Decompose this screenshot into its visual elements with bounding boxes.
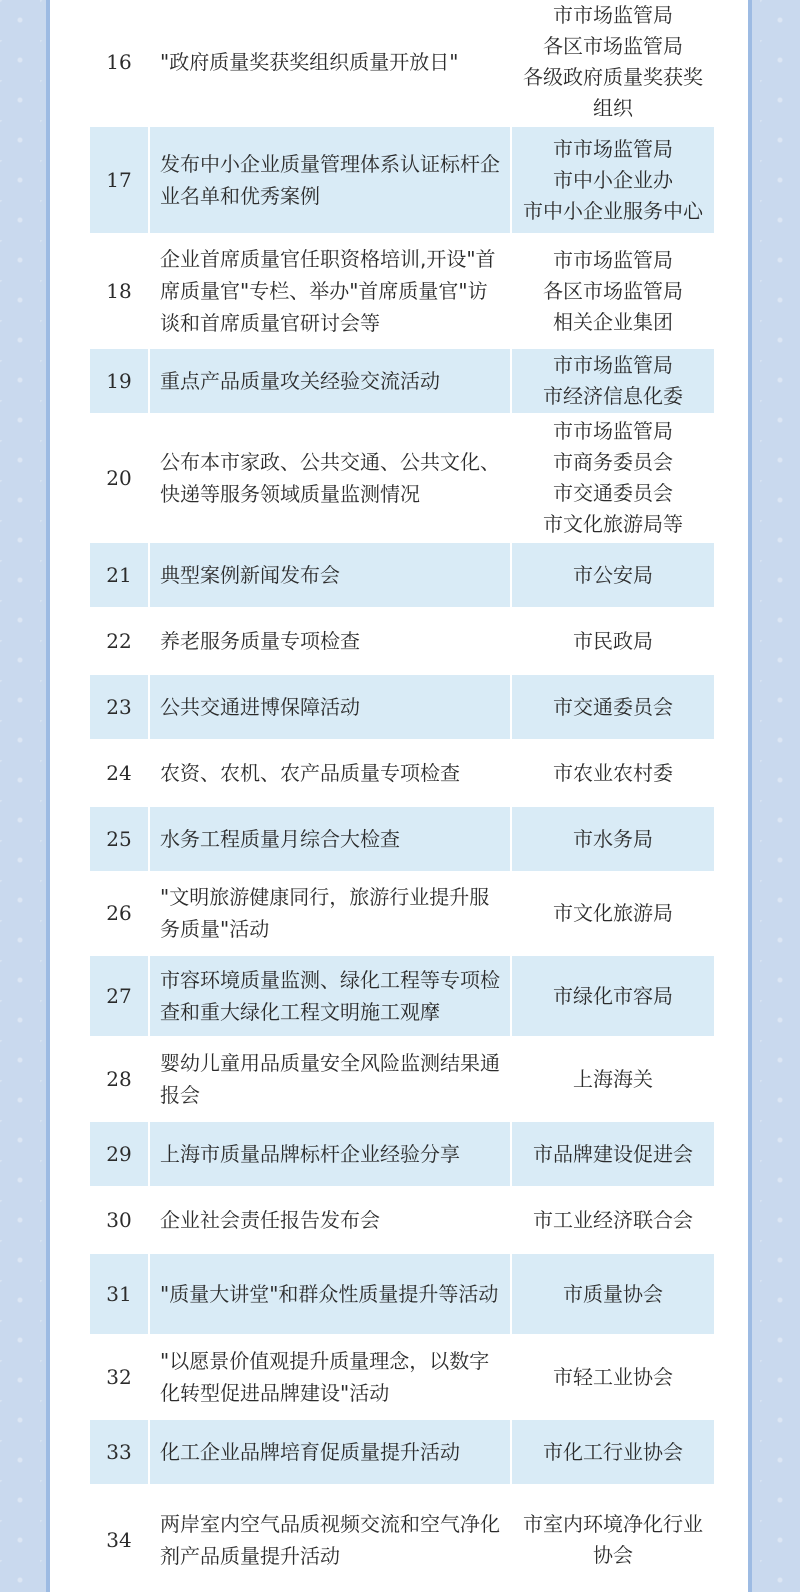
organizer-cell xyxy=(512,1337,714,1417)
activity-cell xyxy=(150,1487,510,1592)
organizer-line: 市水务局 xyxy=(573,826,653,851)
table-row xyxy=(90,807,766,871)
row-number: 21 xyxy=(90,543,148,607)
activity-cell xyxy=(150,1122,510,1186)
activity-text: 公布本市家政、公共交通、公共文化、快递等服务领域质量监测情况 xyxy=(160,450,500,506)
organizer-line: 市工业经济联合会 xyxy=(533,1207,693,1232)
organizer-cell xyxy=(512,0,714,124)
document-panel xyxy=(46,0,752,1592)
table-row xyxy=(90,609,766,673)
table-row xyxy=(90,236,766,346)
activity-text: 婴幼儿童用品质量安全风险监测结果通报会 xyxy=(160,1051,500,1107)
organizer-cell xyxy=(512,1487,714,1592)
activity-text: 企业社会责任报告发布会 xyxy=(160,1208,380,1232)
organizer-line: 市质量协会 xyxy=(563,1281,663,1306)
organizer-line: 市交通委员会 xyxy=(553,481,673,505)
activity-text: 市容环境质量监测、绿化工程等专项检查和重大绿化工程文明施工观摩 xyxy=(160,968,500,1024)
table-row xyxy=(90,0,766,124)
organizer-cell xyxy=(512,1188,714,1252)
organizer-cell xyxy=(512,873,714,953)
organizer-line: 市公安局 xyxy=(573,562,653,587)
organizer-line: 市市场监管局 xyxy=(553,136,673,161)
organizer-line: 市室内环境净化行业 xyxy=(523,1511,703,1536)
activity-text: 企业首席质量官任职资格培训,开设"首席质量官"专栏、举办"首席质量官"访谈和首席质量官研讨会等 xyxy=(160,247,496,335)
activity-text: 上海市质量品牌标杆企业经验分享 xyxy=(160,1142,460,1166)
row-number: 28 xyxy=(106,1067,132,1091)
organizer-cell xyxy=(512,609,714,673)
table-row xyxy=(90,741,766,805)
row-number: 16 xyxy=(106,50,132,74)
organizer-line: 市经济信息化委 xyxy=(543,384,683,408)
organizer-line: 各区市场监管局 xyxy=(543,34,683,58)
organizer-line: 市交通委员会 xyxy=(553,694,673,719)
organizer-cell xyxy=(512,349,714,413)
organizer-line: 上海海关 xyxy=(573,1066,653,1091)
activity-cell xyxy=(150,675,510,739)
activity-cell xyxy=(150,416,510,540)
table-row xyxy=(90,1337,766,1417)
activity-text: 公共交通进博保障活动 xyxy=(160,695,360,719)
organizer-cell xyxy=(512,1122,714,1186)
organizer-line: 市市场监管局 xyxy=(553,247,673,272)
activity-cell xyxy=(150,807,510,871)
row-number: 27 xyxy=(90,956,148,1036)
organizer-cell xyxy=(512,416,714,540)
organizer-line: 市中小企业服务中心 xyxy=(523,198,703,223)
organizer-line: 协会 xyxy=(593,1542,633,1567)
activity-cell xyxy=(150,1420,510,1484)
organizer-line: 市农业农村委 xyxy=(553,760,673,785)
organizer-line: 市市场监管局 xyxy=(553,419,673,443)
organizer-cell xyxy=(512,543,714,607)
organizer-line: 市化工行业协会 xyxy=(543,1439,683,1464)
table-row xyxy=(90,956,766,1036)
organizer-line: 市文化旅游局 xyxy=(553,900,673,925)
activity-text: 两岸室内空气品质视频交流和空气净化剂产品质量提升活动 xyxy=(160,1511,500,1568)
row-number: 26 xyxy=(106,901,132,925)
activity-text: 典型案例新闻发布会 xyxy=(160,563,340,587)
activity-text: "质量大讲堂"和群众性质量提升等活动 xyxy=(160,1282,499,1306)
activity-cell xyxy=(150,1039,510,1119)
row-number: 20 xyxy=(106,466,132,490)
row-number: 17 xyxy=(90,127,148,233)
activity-cell xyxy=(150,0,510,124)
activity-cell xyxy=(150,873,510,953)
organizer-cell xyxy=(512,1254,714,1334)
organizer-line: 市市场监管局 xyxy=(553,3,673,27)
organizer-cell xyxy=(512,741,714,805)
table-row xyxy=(90,1039,766,1119)
organizer-line: 市绿化市容局 xyxy=(553,983,673,1008)
organizer-cell xyxy=(512,807,714,871)
row-number: 18 xyxy=(106,279,132,303)
organizer-line: 组织 xyxy=(593,96,633,120)
table-row xyxy=(90,416,766,540)
table-row xyxy=(90,349,766,413)
organizer-line: 市轻工业协会 xyxy=(553,1364,673,1389)
organizer-line: 市民政局 xyxy=(573,628,653,653)
table-row xyxy=(90,1420,766,1484)
table-row xyxy=(90,1487,766,1592)
table-row xyxy=(90,1122,766,1186)
row-number: 30 xyxy=(106,1208,132,1232)
activity-text: 农资、农机、农产品质量专项检查 xyxy=(160,761,460,785)
activity-cell xyxy=(150,1188,510,1252)
activity-cell xyxy=(150,609,510,673)
organizer-cell xyxy=(512,1420,714,1484)
organizer-cell xyxy=(512,127,714,233)
activity-cell xyxy=(150,1254,510,1334)
organizer-line: 各区市场监管局 xyxy=(543,278,683,303)
organizer-cell xyxy=(512,1039,714,1119)
organizer-cell xyxy=(512,956,714,1036)
activity-text: 化工企业品牌培育促质量提升活动 xyxy=(160,1440,460,1464)
activity-cell xyxy=(150,236,510,346)
activity-cell xyxy=(150,741,510,805)
row-number: 23 xyxy=(90,675,148,739)
activity-text: 发布中小企业质量管理体系认证标杆企业名单和优秀案例 xyxy=(160,152,500,208)
organizer-line: 市市场监管局 xyxy=(553,353,673,377)
row-number: 22 xyxy=(106,629,132,653)
activity-text: 水务工程质量月综合大检查 xyxy=(160,827,400,851)
activity-cell xyxy=(150,1337,510,1417)
activity-cell xyxy=(150,543,510,607)
organizer-line: 市商务委员会 xyxy=(553,450,673,474)
organizer-line: 市中小企业办 xyxy=(553,167,673,192)
row-number: 24 xyxy=(106,761,132,785)
activity-cell xyxy=(150,127,510,233)
row-number: 29 xyxy=(90,1122,148,1186)
table-row xyxy=(90,873,766,953)
activity-text: "政府质量奖获奖组织质量开放日" xyxy=(160,50,459,74)
table-row xyxy=(90,543,766,607)
activity-text: "文明旅游健康同行，旅游行业提升服务质量"活动 xyxy=(160,885,490,941)
organizer-line: 各级政府质量奖获奖 xyxy=(523,65,703,89)
row-number: 33 xyxy=(90,1420,148,1484)
table-row xyxy=(90,1254,766,1334)
table-row xyxy=(90,675,766,739)
table-row xyxy=(90,127,766,233)
activity-text: "以愿景价值观提升质量理念，以数字化转型促进品牌建设"活动 xyxy=(160,1349,490,1405)
organizer-cell xyxy=(512,236,714,346)
organizer-cell xyxy=(512,675,714,739)
activity-cell xyxy=(150,349,510,413)
organizer-line: 相关企业集团 xyxy=(553,309,673,334)
activity-text: 重点产品质量攻关经验交流活动 xyxy=(160,369,440,393)
table-row xyxy=(90,1188,766,1252)
row-number: 19 xyxy=(90,349,148,413)
organizer-line: 市文化旅游局等 xyxy=(543,512,683,536)
organizer-line: 市品牌建设促进会 xyxy=(533,1141,693,1166)
row-number: 31 xyxy=(90,1254,148,1334)
row-number: 25 xyxy=(90,807,148,871)
row-number: 34 xyxy=(106,1527,132,1552)
row-number: 32 xyxy=(106,1365,132,1389)
activity-cell xyxy=(150,956,510,1036)
activity-text: 养老服务质量专项检查 xyxy=(160,629,360,653)
